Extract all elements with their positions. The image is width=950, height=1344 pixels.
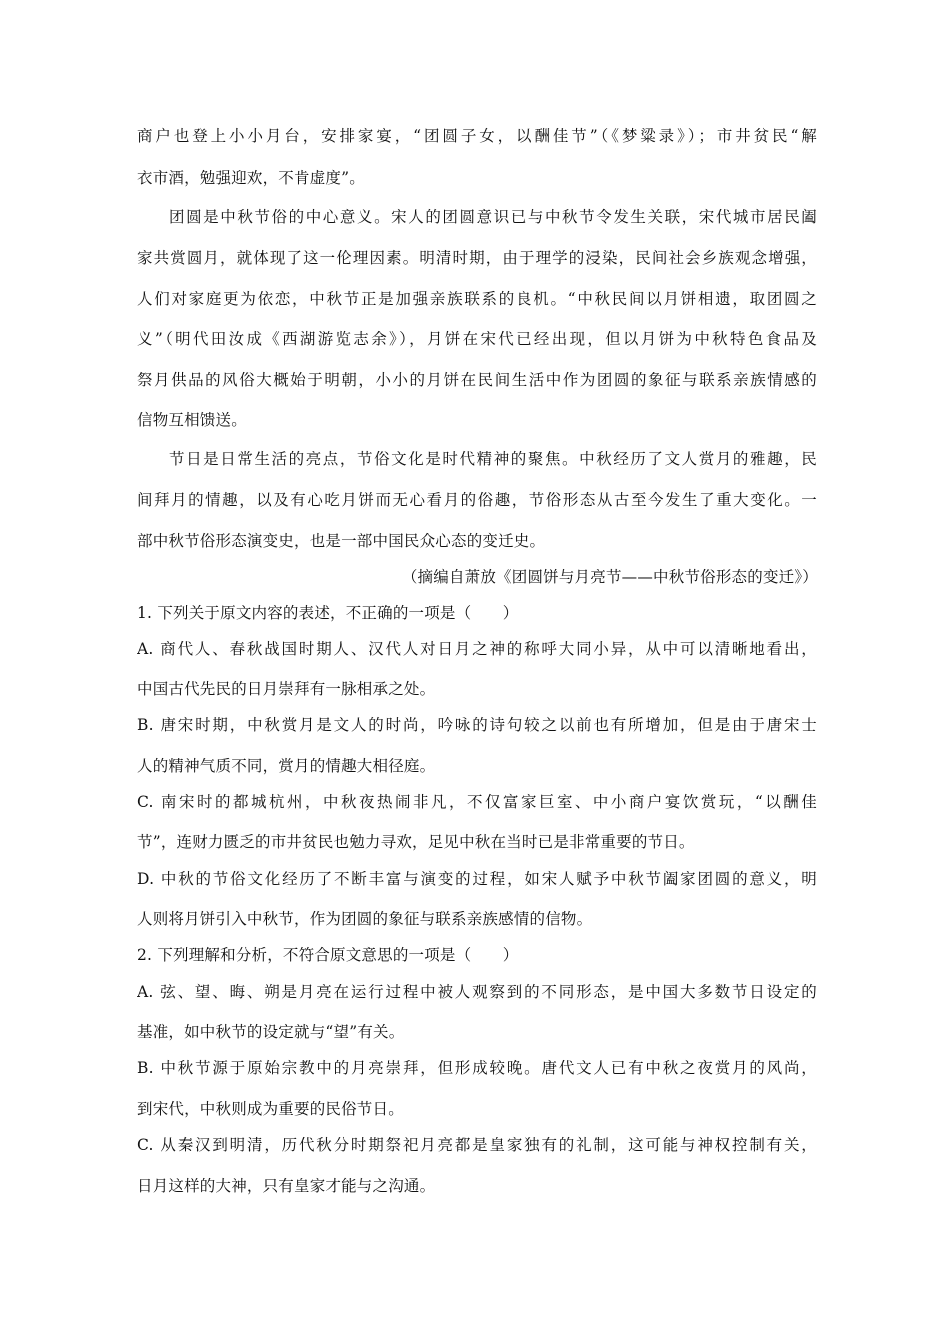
question-1-stem: 1. 下列关于原文内容的表述，不正确的一项是（ ） (137, 604, 519, 622)
question-1-option-a: A. 商代人、春秋战国时期人、汉代人对日月之神的称呼大同小异，从中可以清晰地看出， (137, 640, 817, 658)
question-2-option-a-cont: 基准，如中秋节的设定就与“望”有关。 (137, 1023, 405, 1041)
passage-line: 衣市酒，勉强迎欢，不肯虚度”。 (137, 169, 365, 187)
question-1-option-c-cont: 节”，连财力匮乏的市井贫民也勉力寻欢，足见中秋在当时已是非常重要的节日。 (137, 833, 695, 851)
paragraph-line: 部中秋节俗形态演变史，也是一部中国民众心态的变迁史。 (137, 532, 546, 550)
source-citation: （摘编自萧放《团圆饼与月亮节——中秋节俗形态的变迁》） (401, 568, 818, 586)
paragraph-line: 团圆是中秋节俗的中心意义。宋人的团圆意识已与中秋节令发生关联，宋代城市居民阖 (169, 208, 817, 226)
question-2-stem: 2. 下列理解和分析，不符合原文意思的一项是（ ） (137, 946, 519, 964)
question-1-option-b-cont: 人的精神气质不同，赏月的情趣大相径庭。 (137, 757, 436, 775)
question-2-option-c-cont: 日月这样的大神，只有皇家才能与之沟通。 (137, 1177, 436, 1195)
paragraph-line: 家共赏圆月，就体现了这一伦理因素。明清时期，由于理学的浸染，民间社会乡族观念增强， (137, 249, 817, 267)
question-2-option-c: C. 从秦汉到明清，历代秋分时期祭祀月亮都是皇家独有的礼制，这可能与神权控制有关， (137, 1136, 817, 1154)
paragraph-line: 人们对家庭更为依恋，中秋节正是加强亲族联系的良机。“中秋民间以月饼相遗，取团圆之 (137, 290, 817, 308)
paragraph-line: 义”（明代田汝成《西湖游览志余》），月饼在宋代已经出现，但以月饼为中秋特色食品及 (137, 330, 817, 348)
question-1-option-d: D. 中秋的节俗文化经历了不断丰富与演变的过程，如宋人赋予中秋节阖家团圆的意义，明 (137, 870, 817, 888)
question-1-option-c: C. 南宋时的都城杭州，中秋夜热闹非凡，不仅富家巨室、中小商户宴饮赏玩，“以酬佳 (137, 793, 817, 811)
question-2-option-b: B. 中秋节源于原始宗教中的月亮崇拜，但形成较晚。唐代文人已有中秋之夜赏月的风尚， (137, 1059, 817, 1077)
passage-line: 商户也登上小小月台，安排家宴，“团圆子女，以酬佳节”（《梦粱录》）；市井贫民“解 (137, 127, 817, 145)
question-2-option-a: A. 弦、望、晦、朔是月亮在运行过程中被人观察到的不同形态，是中国大多数节日设定的 (137, 983, 817, 1001)
paragraph-line: 信物互相馈送。 (137, 411, 247, 429)
paragraph-line: 节日是日常生活的亮点，节俗文化是时代精神的聚焦。中秋经历了文人赏月的雅趣，民 (169, 450, 817, 468)
question-1-option-a-cont: 中国古代先民的日月崇拜有一脉相承之处。 (137, 680, 436, 698)
question-1-option-d-cont: 人则将月饼引入中秋节，作为团圆的象征与联系亲族感情的信物。 (137, 910, 593, 928)
paragraph-line: 间拜月的情趣，以及有心吃月饼而无心看月的俗趣，节俗形态从古至今发生了重大变化。一 (137, 491, 817, 509)
question-2-option-b-cont: 到宋代，中秋则成为重要的民俗节日。 (137, 1100, 404, 1118)
paragraph-line: 祭月供品的风俗大概始于明朝，小小的月饼在民间生活中作为团圆的象征与联系亲族情感的 (137, 371, 817, 389)
question-1-option-b: B. 唐宋时期，中秋赏月是文人的时尚，吟咏的诗句较之以前也有所增加，但是由于唐宋士 (137, 716, 817, 734)
